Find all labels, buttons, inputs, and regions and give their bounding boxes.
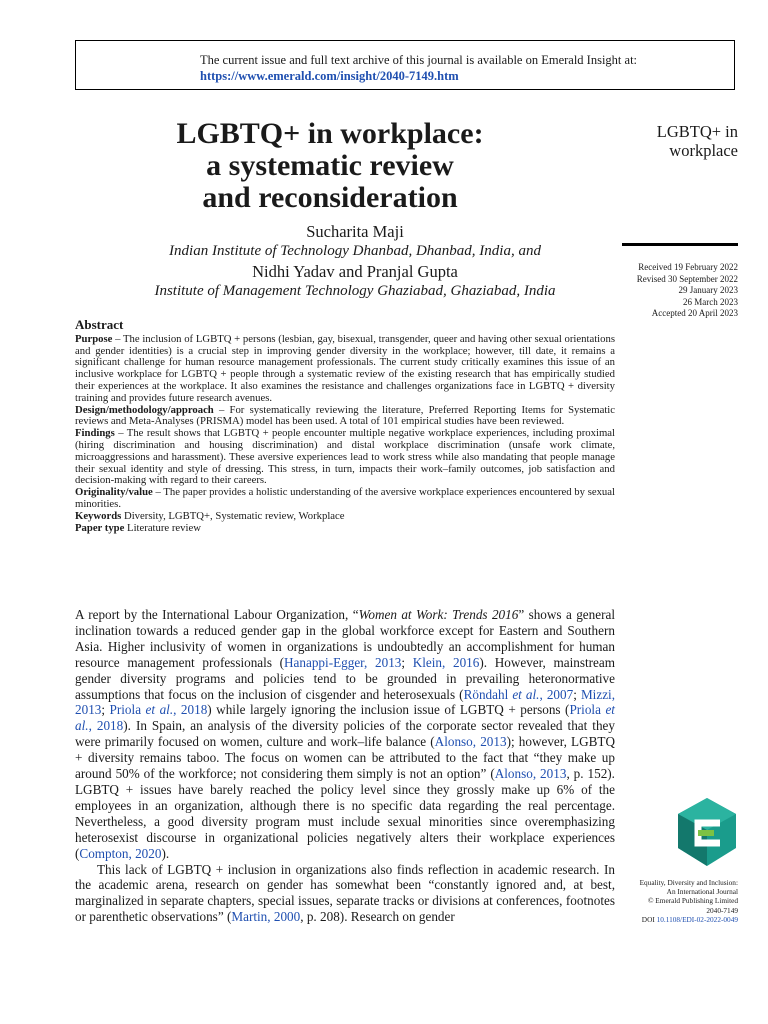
date-accepted: Accepted 20 April 2023 bbox=[651, 308, 738, 318]
running-head-line-1: LGBTQ+ in bbox=[656, 122, 738, 141]
paper-type bbox=[75, 523, 615, 535]
citation-link[interactable]: et al. bbox=[512, 686, 540, 702]
design-text: – For systematically reviewing the literature, Preferred Reporting Items for Systematic reviews and Meta-Analyses (PRISMA) model has been used. A total of 101 empirical studies have been reviewed. bbox=[75, 403, 615, 428]
title-line-2: a systematic review bbox=[206, 149, 454, 182]
archive-notice-box bbox=[75, 40, 735, 90]
doi-label: DOI bbox=[641, 914, 657, 924]
purpose-text: – The inclusion of LGBTQ + persons (lesbian, gay, bisexual, transgender, queer and having other sexual orientations and gender identities) is a crucial step in improving gender diversity in the workplace; however, till date, it remains a significant challenge for human resource management professionals. The current study critically examines this issue of an inclusive workplace for LGBTQ + people through a systematic review of the existing research that has empirically studied their experiences at the workplace. It also examines the resistance and challenges organizations face in LGBTQ + diversity training and provides future research avenues. bbox=[75, 332, 615, 404]
citation-link[interactable]: et al. bbox=[145, 702, 174, 718]
abstract-section bbox=[75, 319, 615, 534]
design-label: Design/methodology/approach bbox=[75, 403, 214, 416]
paper-type-text: Literature review bbox=[124, 521, 201, 534]
text-run: , p. 152). LGBTQ + issues have barely reached the policy level since they grossly make up 6% of the employees in an organization, although there is no specific data regarding the real percentage. Nevertheless, a good diversity program must include sexual minorities since overemphasizing heterosexist discourse in organizational policies negatively alters their workplace experiences ( bbox=[75, 766, 615, 861]
title-line-3: and reconsideration bbox=[202, 181, 458, 214]
body-paragraph-2 bbox=[75, 862, 615, 926]
text-run: ). However, mainstream gender diversity programs and policies tend to be grounded in prevailing heteronormative assumptions that focus on the inclusion of cisgender and heterosexuals ( bbox=[75, 654, 615, 702]
archive-notice bbox=[200, 52, 637, 84]
originality-text: – The paper provides a holistic understanding of the aversive workplace experiences encountered by sexual minorities. bbox=[75, 486, 615, 510]
date-received: Received 19 February 2022 bbox=[638, 262, 738, 272]
purpose-label: Purpose bbox=[75, 332, 113, 345]
journal-info bbox=[600, 878, 738, 924]
affiliation-2: Institute of Management Technology Ghaziabad, Ghaziabad, India bbox=[154, 283, 556, 299]
submission-dates bbox=[600, 262, 738, 320]
date-revised-2: 29 January 2023 bbox=[678, 285, 738, 295]
copyright: © Emerald Publishing Limited bbox=[647, 896, 738, 906]
citation-link[interactable]: Alonso, 2013 bbox=[434, 734, 507, 750]
citation-link[interactable]: Martin, 2000 bbox=[231, 909, 301, 925]
report-title: Women at Work: Trends 2016 bbox=[358, 607, 519, 622]
text-run: ). In Spain, an analysis of the diversity policies of the corporate sector revealed that they were primarily focused on women, culture and work–life balance ( bbox=[75, 718, 616, 750]
text-run: A report by the International Labour Organization, “ bbox=[75, 607, 359, 622]
citation-link[interactable]: Priola bbox=[569, 702, 606, 718]
doi-link[interactable]: 10.1108/EDI-02-2022-0049 bbox=[656, 914, 738, 924]
author-block bbox=[75, 222, 635, 302]
citation-link[interactable]: et al. bbox=[75, 702, 615, 734]
text-run: ; bbox=[573, 686, 581, 702]
paper-title bbox=[75, 118, 585, 214]
citation-link[interactable]: Priola bbox=[109, 702, 146, 718]
journal-name: Equality, Diversity and Inclusion: bbox=[639, 878, 738, 887]
citation-link[interactable]: Compton, 2020 bbox=[79, 845, 162, 861]
paper-type-label: Paper type bbox=[75, 521, 125, 534]
body-text bbox=[75, 607, 615, 925]
text-run: , p. 208). Research on gender bbox=[300, 909, 455, 925]
citation-link[interactable]: Hanappi-Egger, 2013 bbox=[284, 654, 402, 670]
findings-text: – The result shows that LGBTQ + people encounter multiple negative workplace experiences, including proximal (hiring discrimination and housing discrimination) and distal workplace discrimination (unsafe work climate, microaggressions and harassment). These aversive experiences lead to work stress while also mandating that people manage their sexual identity and style of dressing. This stress, in turn, impacts their work–family outcomes, job satisfaction and decision-making with regard to their careers. bbox=[75, 427, 615, 487]
date-revised-3: 26 March 2023 bbox=[683, 296, 738, 307]
citation-link[interactable]: , 2018 bbox=[88, 718, 124, 734]
text-run: ” shows a general inclination towards a reduced gender gap in the global workforce except for Eastern and Southern Asia. Higher inclusivity of women in organizations is undoubtedly an accomplishment for human resource management professionals ( bbox=[75, 607, 616, 670]
issn: 2040-7149 bbox=[706, 905, 738, 915]
citation-link[interactable]: Mizzi, 2013 bbox=[75, 686, 616, 718]
citation-link[interactable]: , 2007 bbox=[539, 686, 574, 702]
text-run: ; bbox=[101, 702, 110, 718]
citation-link[interactable]: , 2018 bbox=[173, 702, 208, 718]
text-run: ). bbox=[161, 845, 170, 861]
journal-subtitle: An International Journal bbox=[666, 887, 738, 897]
citation-link[interactable]: Alonso, 2013 bbox=[494, 766, 567, 782]
text-run: This lack of LGBTQ + inclusion in organizations also finds reflection in academic research. In the academic arena, research on gender has somewhat been “constantly ignored and, at best, marginalized in separate chapters, special issues, separate tracks or divisions at conferences, footnotes or parenthetic observations” ( bbox=[75, 861, 615, 925]
keywords-label: Keywords bbox=[75, 509, 122, 522]
author-1: Sucharita Maji bbox=[306, 222, 404, 241]
journal-archive-link[interactable]: https://www.emerald.com/insight/2040-7149.htm bbox=[200, 69, 459, 83]
doi-line bbox=[600, 915, 738, 924]
text-run: ); however, LGBTQ + diversity remains taboo. The focus on women can be attributed to the fact that “they make up around 50% of the workforce; not considering them simply is not an option” ( bbox=[75, 734, 615, 782]
archive-notice-text: The current issue and full text archive of this journal is available on Emerald Insight at: bbox=[200, 53, 638, 67]
publisher-logo-icon bbox=[676, 796, 738, 868]
title-line-1: LGBTQ+ in workplace: bbox=[176, 117, 484, 150]
keywords-text: Diversity, LGBTQ+, Systematic review, Workplace bbox=[121, 509, 345, 522]
abstract-originality bbox=[75, 487, 615, 511]
findings-label: Findings bbox=[75, 427, 115, 440]
citation-link[interactable]: Röndahl bbox=[463, 686, 513, 702]
originality-label: Originality/value bbox=[75, 486, 153, 499]
text-run: ; bbox=[401, 654, 413, 670]
abstract-heading: Abstract bbox=[75, 317, 124, 332]
running-head bbox=[600, 122, 738, 160]
abstract-findings bbox=[75, 428, 615, 487]
citation-link[interactable]: Klein, 2016 bbox=[412, 654, 480, 670]
affiliation-1: Indian Institute of Technology Dhanbad, Dhanbad, India, and bbox=[169, 243, 541, 259]
text-run: ) while largely ignoring the inclusion issue of LGBTQ + persons ( bbox=[207, 702, 570, 718]
running-head-line-2: workplace bbox=[669, 141, 738, 160]
body-paragraph-1 bbox=[75, 607, 615, 862]
abstract-design bbox=[75, 405, 615, 429]
abstract-purpose bbox=[75, 334, 615, 405]
date-revised: Revised 30 September 2022 bbox=[636, 273, 738, 284]
author-2: Nidhi Yadav and Pranjal Gupta bbox=[252, 262, 458, 281]
side-divider bbox=[622, 243, 738, 246]
